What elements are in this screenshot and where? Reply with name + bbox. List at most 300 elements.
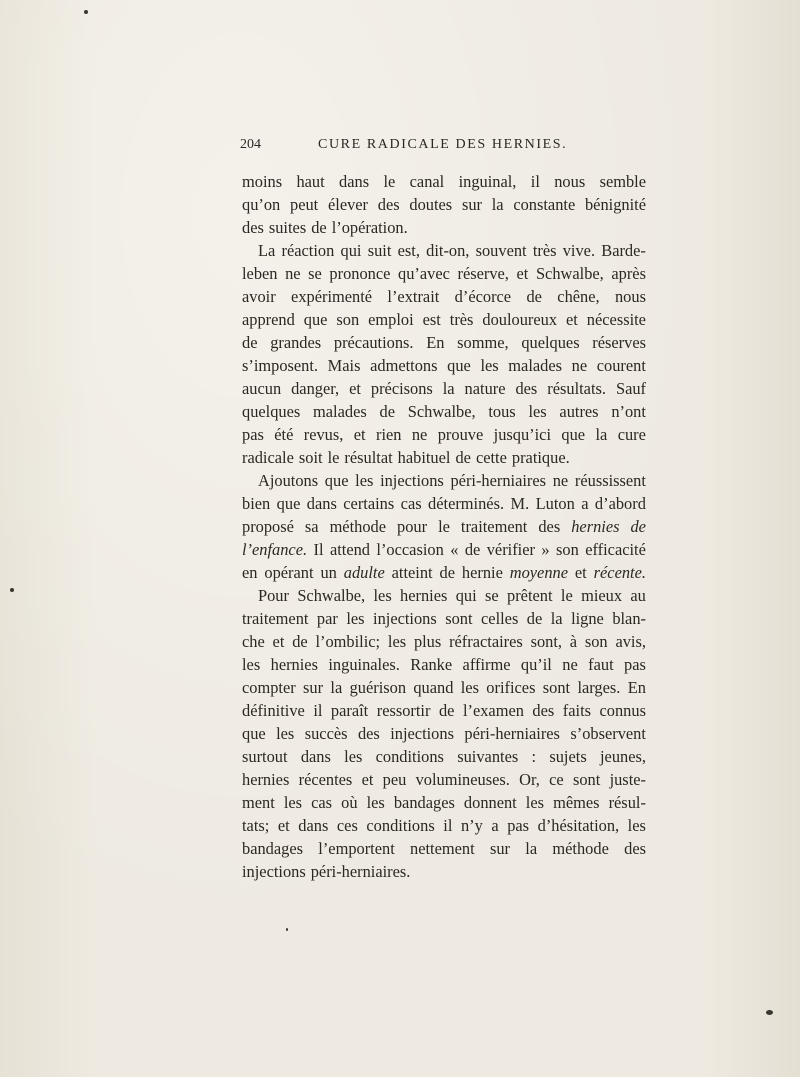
word: ligne — [571, 609, 604, 628]
word: les — [283, 793, 303, 812]
word: nettement — [410, 839, 475, 858]
word: attend — [329, 540, 370, 559]
word: chêne, — [557, 287, 600, 306]
word: cure — [617, 425, 646, 444]
word: tous — [488, 402, 516, 421]
word: les — [355, 471, 374, 490]
word: hernies — [270, 655, 318, 674]
word: des — [532, 701, 555, 720]
word: nous — [554, 172, 586, 191]
word: habituel — [397, 448, 451, 467]
word: récente. — [593, 563, 646, 582]
word: n’ont — [611, 402, 646, 421]
word: proposé — [242, 517, 294, 536]
word: Ranke — [410, 655, 453, 674]
word: et — [574, 563, 587, 582]
word: précautions. — [333, 333, 414, 352]
word: péri-herniaires — [464, 724, 560, 743]
word: l’enfance. — [242, 540, 308, 559]
word: injections — [390, 724, 454, 743]
word: est — [422, 310, 441, 329]
word: dans — [298, 816, 329, 835]
word: La — [258, 241, 276, 260]
word: s’observent — [570, 724, 646, 743]
text-line — [242, 423, 646, 446]
word: de — [526, 609, 543, 628]
text-line — [242, 515, 646, 538]
word: élever — [327, 195, 369, 214]
text-line — [242, 538, 646, 561]
word: que — [561, 425, 586, 444]
word: bénignité — [584, 195, 646, 214]
text-line — [242, 377, 646, 400]
word: méthode — [329, 517, 387, 536]
word: péri-herniaires. — [310, 862, 411, 881]
word: l’occasion — [376, 540, 444, 559]
word: bandages — [242, 839, 303, 858]
word: le — [438, 517, 450, 536]
word: l’emportent — [318, 839, 395, 858]
word: que — [303, 310, 328, 329]
word: s’imposent. — [242, 356, 319, 375]
word: sur — [461, 195, 482, 214]
word: réfractaires — [449, 632, 523, 651]
word: adulte — [343, 563, 385, 582]
word: efficacité — [585, 540, 646, 559]
text-line — [242, 630, 646, 653]
word: l’ombilic; — [315, 632, 381, 651]
word: ne — [552, 471, 569, 490]
word: les — [276, 724, 295, 743]
text-line — [242, 791, 646, 814]
word: inguinal, — [458, 172, 517, 191]
word: dit-on, — [426, 241, 470, 260]
word: M. — [510, 494, 530, 513]
word: définitive — [242, 701, 305, 720]
word: soit — [298, 448, 323, 467]
word: les — [387, 632, 407, 651]
word: des — [377, 195, 400, 214]
word: son — [556, 540, 579, 559]
word: des — [624, 839, 646, 858]
word: jusqu’ici — [493, 425, 551, 444]
word: l’extrait — [387, 287, 440, 306]
word: traitement — [460, 517, 528, 536]
word: admettons — [370, 356, 438, 375]
word: dans — [339, 172, 370, 191]
word: sur — [489, 839, 510, 858]
word: n’y — [460, 816, 483, 835]
word: Il — [313, 540, 324, 559]
word: courent — [596, 356, 646, 375]
word: suites — [268, 218, 307, 237]
word: qu’il — [520, 655, 552, 674]
ink-speck — [766, 1010, 773, 1015]
word: grandes — [270, 333, 322, 352]
word: « — [450, 540, 459, 559]
word: déterminés. — [428, 494, 505, 513]
word: très — [532, 241, 557, 260]
word: canal — [409, 172, 445, 191]
word: et — [277, 816, 290, 835]
word: les — [627, 816, 646, 835]
word: sujets — [549, 747, 587, 766]
text-line — [242, 193, 646, 216]
word: : — [531, 747, 537, 766]
word: les — [528, 402, 547, 421]
word: très — [449, 310, 474, 329]
word: quelques — [521, 333, 580, 352]
word: après — [611, 264, 646, 283]
word: che — [242, 632, 265, 651]
page-number: 204 — [240, 137, 261, 152]
word: vive. — [562, 241, 596, 260]
word: de — [242, 333, 258, 352]
word: rien — [375, 425, 402, 444]
word: la — [550, 609, 563, 628]
word: les — [480, 356, 499, 375]
word: résul- — [608, 793, 646, 812]
word: le — [383, 172, 396, 191]
word: prononce — [329, 264, 391, 283]
text-line — [242, 331, 646, 354]
text-line — [242, 285, 646, 308]
word: ces — [336, 816, 358, 835]
word: et — [361, 770, 374, 789]
word: En — [627, 678, 646, 697]
word: d’abord — [594, 494, 646, 513]
word: en — [242, 563, 258, 582]
text-line — [242, 308, 646, 331]
word: son — [336, 310, 360, 329]
word: récentes — [298, 770, 353, 789]
word: pour — [397, 517, 428, 536]
text-line — [242, 676, 646, 699]
word: des — [538, 517, 561, 536]
word: et — [349, 379, 361, 398]
word: cette — [475, 448, 507, 467]
word: a — [581, 494, 589, 513]
word: constante — [513, 195, 576, 214]
word: Pour — [258, 586, 289, 605]
word: malades — [508, 356, 562, 375]
word: des — [357, 724, 380, 743]
word: que — [242, 724, 266, 743]
word: mêmes — [553, 793, 600, 812]
word: nous — [614, 287, 646, 306]
ink-speck — [10, 588, 14, 592]
word: il — [530, 172, 540, 191]
word: succès — [304, 724, 348, 743]
word: certains — [343, 494, 395, 513]
word: surtout — [242, 747, 288, 766]
word: ne — [411, 425, 428, 444]
word: pas — [242, 425, 264, 444]
word: nécessite — [586, 310, 646, 329]
word: les — [460, 678, 479, 697]
word: hernies — [571, 517, 620, 536]
text-line — [242, 262, 646, 285]
word: guérison — [349, 678, 407, 697]
word: ne — [571, 356, 588, 375]
running-title: CURE RADICALE DES HERNIES. — [318, 137, 568, 152]
word: Or, — [519, 770, 540, 789]
text-line — [242, 768, 646, 791]
word: il — [443, 816, 453, 835]
word: les — [346, 609, 365, 628]
word: compter — [242, 678, 296, 697]
word: les — [525, 793, 545, 812]
word: réussissent — [574, 471, 646, 490]
word: précisons — [370, 379, 433, 398]
text-line — [242, 607, 646, 630]
word: danger, — [291, 379, 340, 398]
word: larges. — [577, 678, 621, 697]
word: de — [455, 448, 471, 467]
word: peu — [382, 770, 407, 789]
word: ressortir — [376, 701, 431, 720]
word: peut — [290, 195, 319, 214]
word: les — [373, 586, 392, 605]
text-line — [242, 561, 646, 584]
word: dans — [300, 747, 331, 766]
word: des — [515, 379, 538, 398]
word: emploi — [368, 310, 414, 329]
word: qu’avec — [398, 264, 450, 283]
text-line — [242, 239, 646, 262]
word: connus — [599, 701, 646, 720]
word: réserves — [592, 333, 646, 352]
word: ment — [242, 793, 275, 812]
word: ne — [562, 655, 578, 674]
word: traitement — [242, 609, 309, 628]
word: autres — [559, 402, 599, 421]
word: celles — [481, 609, 519, 628]
word: les — [344, 747, 363, 766]
word: d’hésitation, — [537, 816, 620, 835]
word: résultats. — [547, 379, 606, 398]
word: malades — [313, 402, 367, 421]
word: suivantes — [457, 747, 519, 766]
word: de — [292, 632, 308, 651]
word: réaction — [281, 241, 335, 260]
word: apprend — [242, 310, 295, 329]
word: avis, — [615, 632, 646, 651]
word: l’examen — [462, 701, 524, 720]
word: bandages — [393, 793, 455, 812]
word: moins — [242, 172, 283, 191]
word: cas — [400, 494, 422, 513]
word: hernie — [461, 563, 503, 582]
word: sur — [303, 678, 324, 697]
word: bien — [242, 494, 271, 513]
word: à — [569, 632, 578, 651]
word: pas — [507, 816, 530, 835]
word: que — [447, 356, 471, 375]
word: a — [491, 816, 499, 835]
word: la — [491, 195, 504, 214]
text-line — [242, 745, 646, 768]
word: et — [353, 425, 366, 444]
word: de — [311, 218, 327, 237]
word: injections — [380, 471, 444, 490]
word: des — [242, 218, 264, 237]
word: doutes — [409, 195, 453, 214]
word: la — [595, 425, 608, 444]
word: un — [320, 563, 337, 582]
word: pratique. — [511, 448, 570, 467]
word: moyenne — [509, 563, 568, 582]
text-line — [242, 860, 646, 883]
word: l’opération. — [331, 218, 408, 237]
word: de — [439, 563, 455, 582]
word: paraît — [330, 701, 369, 720]
word: d’écorce — [454, 287, 512, 306]
word: de — [438, 701, 455, 720]
word: au — [630, 586, 646, 605]
word: douloureux — [482, 310, 558, 329]
word: revus, — [303, 425, 344, 444]
word: leben — [242, 264, 278, 283]
word: nature — [464, 379, 506, 398]
word: Barde- — [601, 241, 646, 260]
word: résultat — [344, 448, 393, 467]
word: Luton — [535, 494, 575, 513]
word: de — [464, 540, 481, 559]
word: ne — [285, 264, 301, 283]
word: cas — [311, 793, 333, 812]
word: faut — [588, 655, 614, 674]
word: et — [566, 310, 578, 329]
word: été — [274, 425, 294, 444]
word: de — [379, 402, 395, 421]
word: jeunes, — [599, 747, 646, 766]
word: avoir — [242, 287, 276, 306]
word: péri-herniaires — [450, 471, 547, 490]
word: quand — [413, 678, 454, 697]
word: hernies — [400, 586, 448, 605]
text-line — [242, 469, 646, 492]
word: il — [313, 701, 323, 720]
word: aucun — [242, 379, 282, 398]
word: par — [316, 609, 338, 628]
word: vérifier — [486, 540, 535, 559]
word: sont, — [530, 632, 562, 651]
word: sa — [304, 517, 319, 536]
word: qu’on — [242, 195, 281, 214]
word: la — [525, 839, 538, 858]
ink-speck — [84, 10, 88, 14]
word: qui — [455, 586, 477, 605]
word: Mais — [327, 356, 361, 375]
word: semble — [599, 172, 646, 191]
word: prouve — [437, 425, 484, 444]
word: le — [327, 448, 340, 467]
word: pas — [624, 655, 646, 674]
text-line — [242, 170, 646, 193]
word: Schwalbe, — [535, 264, 604, 283]
word: méthode — [552, 839, 609, 858]
text-line — [242, 446, 646, 469]
word: conditions — [366, 816, 435, 835]
word: volumineuses. — [415, 770, 510, 789]
word: souvent — [475, 241, 527, 260]
word: la — [442, 379, 455, 398]
text-line — [242, 492, 646, 515]
word: Sauf — [615, 379, 646, 398]
text-line — [242, 814, 646, 837]
word: le — [560, 586, 573, 605]
word: dans — [306, 494, 337, 513]
word: les — [366, 793, 385, 812]
word: Ajoutons — [258, 471, 319, 490]
body-text — [242, 170, 646, 883]
word: affirme — [462, 655, 511, 674]
word: que — [276, 494, 301, 513]
word: où — [341, 793, 358, 812]
word: radicale — [242, 448, 294, 467]
ink-speck — [286, 928, 288, 931]
word: orifices — [486, 678, 536, 697]
word: atteint — [391, 563, 433, 582]
word: expérimenté — [291, 287, 373, 306]
word: donnent — [463, 793, 517, 812]
word: son — [584, 632, 608, 651]
word: quelques — [242, 402, 301, 421]
word: mieux — [581, 586, 623, 605]
word: sont — [572, 770, 601, 789]
word: qui — [340, 241, 362, 260]
word: se — [485, 586, 499, 605]
running-head — [240, 137, 646, 157]
word: la — [330, 678, 343, 697]
word: suit — [367, 241, 392, 260]
text-line — [242, 722, 646, 745]
word: » — [541, 540, 550, 559]
word: de — [526, 287, 542, 306]
text-line — [242, 699, 646, 722]
word: sont — [542, 678, 571, 697]
word: tats; — [242, 816, 270, 835]
text-line — [242, 400, 646, 423]
word: que — [324, 471, 349, 490]
word: blan- — [612, 609, 646, 628]
word: de — [630, 517, 646, 536]
word: injections — [373, 609, 437, 628]
text-line — [242, 584, 646, 607]
word: prêtent — [507, 586, 553, 605]
text-line — [242, 216, 646, 239]
word: juste- — [609, 770, 646, 789]
word: haut — [296, 172, 325, 191]
word: ce — [549, 770, 564, 789]
word: se — [308, 264, 322, 283]
text-line — [242, 354, 646, 377]
word: et — [516, 264, 529, 283]
word: les — [242, 655, 261, 674]
word: conditions — [375, 747, 444, 766]
word: Schwalbe, — [297, 586, 366, 605]
word: faits — [562, 701, 592, 720]
word: est, — [397, 241, 420, 260]
word: somme, — [457, 333, 509, 352]
word: plus — [413, 632, 442, 651]
word: hernies — [242, 770, 290, 789]
word: En — [426, 333, 445, 352]
text-line — [242, 837, 646, 860]
word: injections — [242, 862, 306, 881]
word: opérant — [264, 563, 314, 582]
